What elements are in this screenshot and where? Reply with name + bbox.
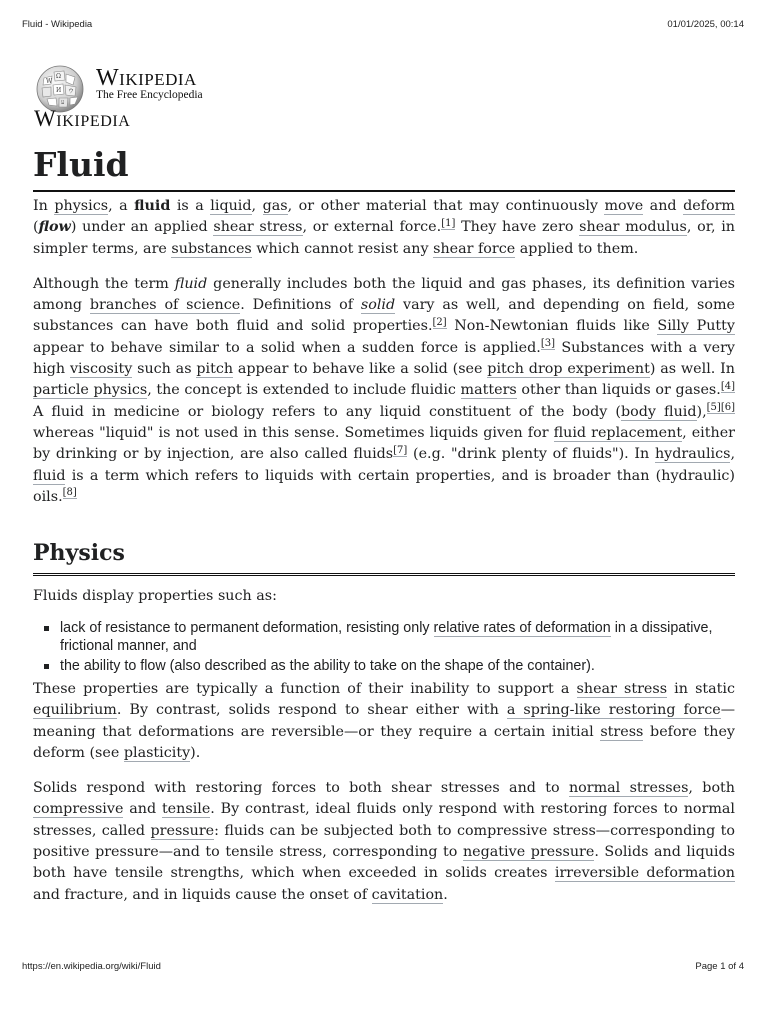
svg-text:И: И [56,87,62,94]
svg-text:Ω: Ω [56,73,61,80]
link-body-fluid[interactable]: body fluid [621,403,697,420]
link-deform[interactable]: deform [683,198,735,214]
physics-paragraph-2: Solids respond with restoring forces to both shear stresses and to normal stresses, both compressive and tensile. By contrast, ideal fluids only respond with restoring forces to normal stresses, called pressure: fluids can be subjected both to compressive stress—corresponding to positive pressure—and to tensile stress, corresponding to negative pressure. Solids and liquids both have tensile strengths, which when exceeded in solids creates irreversible deformation and fracture, and in liquids cause the onset of cavitation. [33,780,736,903]
ref-3[interactable]: [3] [540,338,555,350]
wikipedia-wordmark: Wikipedia [96,65,197,91]
link-tensile[interactable]: tensile [161,801,211,818]
ref-4[interactable]: [4] [720,380,735,392]
link-shear-modulus[interactable]: shear modulus [579,219,687,236]
link-normal-stresses[interactable]: normal stresses [568,780,689,797]
svg-text:W: W [46,78,53,85]
intro-paragraph: In physics, a fluid is a liquid, gas, or other material that may continuously move and deform (flow) under an applied shear stress, or external force.[1] They have zero shear modulus, or, in simpler terms, are substances which cannot resist any shear force applied to them. [33,198,735,257]
link-equilibrium[interactable]: equilibrium [33,702,117,719]
ref-7[interactable]: [7] [393,444,408,456]
link-viscosity[interactable]: viscosity [69,361,133,378]
link-irreversible-deformation[interactable]: irreversible deformation [554,865,735,882]
list-item: the ability to flow (also described as the ability to take on the shape of the container). [60,658,735,676]
link-spring-like-restoring-force[interactable]: a spring-like restoring force [506,702,721,719]
link-stress[interactable]: stress [600,723,644,740]
link-solid[interactable]: solid [360,297,396,314]
link-compressive[interactable]: compressive [33,801,124,818]
definition-paragraph: Although the term fluid generally includes both the liquid and gas phases, its definition varies among branches of science. Definitions of solid vary as well, and depending on field, some substances can have both fluid and solid properties.[2] Non-Newtonian fluids like Silly Putty appear to behave similar to a solid when a sudden force is applied.[3] Substances with a very high viscosity such as pitch appear to behave like a solid (see pitch drop experiment) as well. In particle physics, the concept is extended to include fluidic matters other than liquids or gases.[4] A fluid in medicine or biology refers to any liquid constituent of the body (body fluid),[5][6] whereas "liquid" is not used in this sense. Sometimes liquids given for fluid replacement, either by drinking or by injection, are also called fluids[7] (e.g. "drink plenty of fluids"). In hydraulics, fluid is a term which refers to liquids with certain properties, and is broader than (hydraulic) oils.[8] [33,275,736,505]
link-fluid[interactable]: fluid [33,467,66,484]
ref-2[interactable]: [2] [432,316,447,328]
page-title: Fluid [33,140,735,192]
link-gas[interactable]: gas [262,198,288,214]
wikipedia-logo[interactable] [34,64,234,108]
link-pressure[interactable]: pressure [150,822,215,839]
section-heading-physics: Physics [33,538,735,576]
list-item: lack of resistance to permanent deformation, resisting only relative rates of deformation in a dissipative, frictional manner, and [60,620,735,655]
ref-8[interactable]: [8] [62,487,77,499]
link-relative-rates-of-deformation[interactable]: relative rates of deformation [433,620,611,637]
link-cavitation[interactable]: cavitation [371,886,444,903]
term-fluid: fluid [134,198,171,214]
link-shear-stress-2[interactable]: shear stress [576,680,668,697]
print-header-title: Fluid - Wikipedia [22,19,93,30]
link-plasticity[interactable]: plasticity [123,744,191,761]
print-footer-page-number: Page 1 of 4 [695,961,744,972]
link-particle-physics[interactable]: particle physics [33,382,148,399]
link-move[interactable]: move [604,198,644,214]
link-fluid-replacement[interactable]: fluid replacement [553,424,683,441]
link-silly-putty[interactable]: Silly Putty [657,318,735,335]
term-flow: flow [38,219,71,236]
link-substances[interactable]: substances [171,240,252,257]
physics-lead: Fluids display properties such as: [33,588,277,605]
link-branches-of-science[interactable]: branches of science [89,297,241,314]
properties-list [33,620,735,676]
link-hydraulics[interactable]: hydraulics [654,446,731,463]
ref-5[interactable]: [5] [706,401,721,413]
link-negative-pressure[interactable]: negative pressure [462,844,595,861]
link-physics[interactable]: physics [54,198,109,214]
article-content [33,140,735,919]
link-matters[interactable]: matters [460,382,517,399]
link-liquid[interactable]: liquid [210,198,252,214]
link-pitch-drop-experiment[interactable]: pitch drop experiment [487,361,650,378]
wikipedia-wordmark-secondary[interactable]: Wikipedia [34,106,131,131]
svg-text:ウ: ウ [68,88,75,95]
link-pitch[interactable]: pitch [196,361,234,378]
ref-1[interactable]: [1] [441,217,456,229]
ref-6[interactable]: [6] [720,401,735,413]
physics-paragraph-1: These properties are typically a function of their inability to support a shear stress in static equilibrium. By contrast, solids respond to shear either with a spring-like restoring force—meaning that deformations are reversible—or they require a certain initial stress before they deform (see plasticity). [33,680,735,761]
link-shear-stress[interactable]: shear stress [213,219,303,236]
print-footer-url: https://en.wikipedia.org/wiki/Fluid [22,961,161,972]
svg-text:ע: ע [61,99,65,106]
print-header-datetime: 01/01/2025, 00:14 [667,19,744,30]
link-shear-force[interactable]: shear force [433,240,516,257]
wikipedia-tagline: The Free Encyclopedia [96,89,203,101]
